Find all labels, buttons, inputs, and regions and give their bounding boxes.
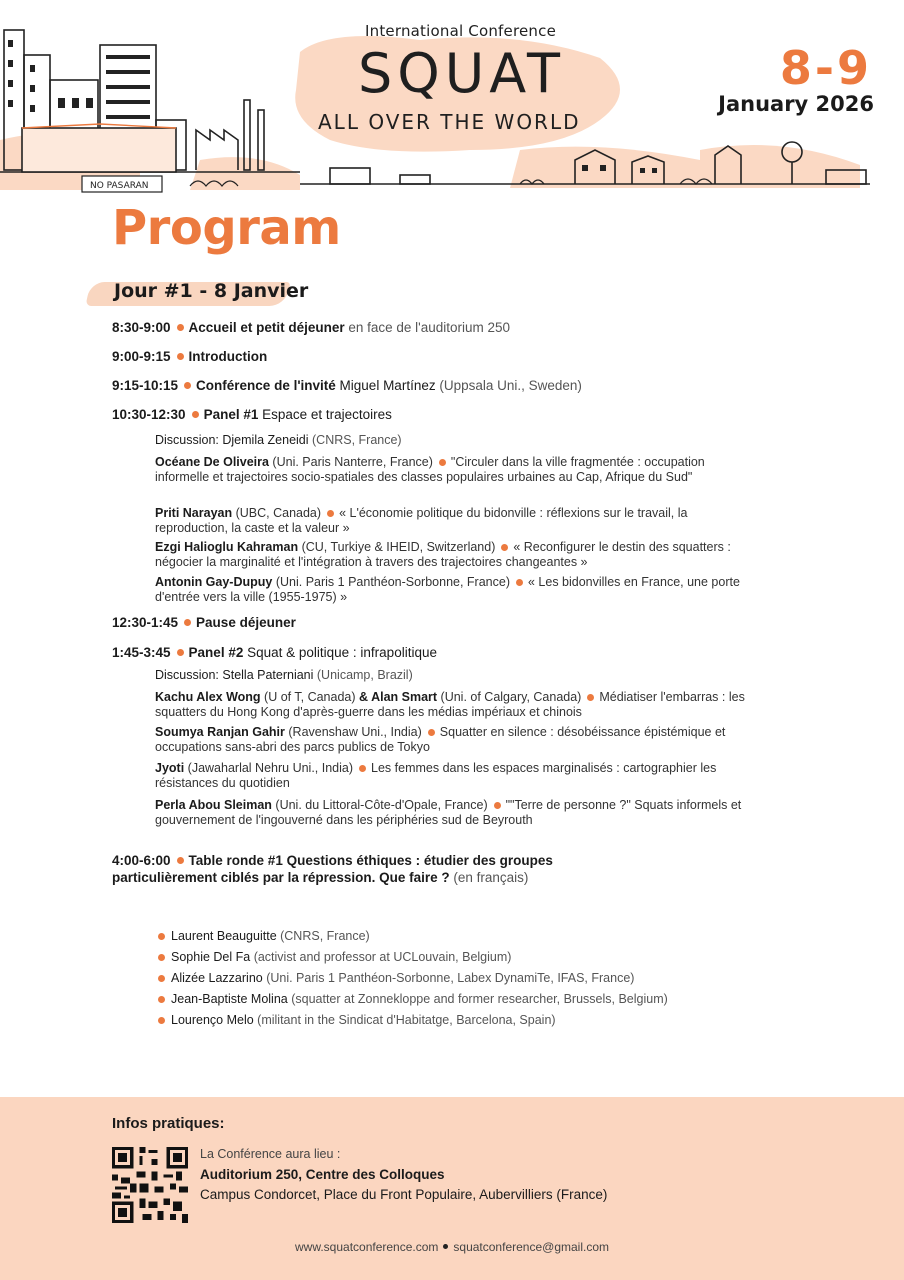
speaker-affiliation: (Uppsala Uni., Sweden) <box>439 378 582 393</box>
speaker-name: Perla Abou Sleiman <box>155 798 272 812</box>
program-title: Program <box>112 200 341 256</box>
conference-dates: 8-9 <box>779 41 872 95</box>
discussant-affiliation: (Unicamp, Brazil) <box>313 668 413 682</box>
talk-item <box>155 798 755 827</box>
talk-item <box>155 506 755 535</box>
row-title: Introduction <box>188 349 268 364</box>
conference-kicker: International Conference <box>365 22 557 40</box>
bullet-dot-icon <box>184 382 191 389</box>
talk-title: « Les bidonvilles en France, une porte d'entrée vers la ville (1955-1975) » <box>155 575 740 604</box>
speaker-affiliation: (Uni. of Calgary, Canada) <box>437 690 582 704</box>
speaker-name: Ezgi Halioglu Kahraman <box>155 540 299 554</box>
participant-affiliation: (Uni. Paris 1 Panthéon-Sorbonne, Labex DynamiTe, IFAS, France) <box>262 971 635 985</box>
row-language: (en français) <box>449 870 529 885</box>
day-heading <box>88 278 328 308</box>
list-item <box>158 1012 668 1033</box>
row-title: Pause déjeuner <box>196 615 296 630</box>
program-row <box>112 615 296 631</box>
talk-item <box>155 575 755 604</box>
venue-intro: La Conférence aura lieu : <box>200 1147 341 1161</box>
bullet-dot-icon <box>494 802 501 809</box>
program-row <box>112 349 267 365</box>
row-time: 1:45-3:45 <box>112 645 171 660</box>
talk-title: ""Terre de personne ?" Squats informels et gouvernement de l'ingouverné dans les périphéries sud de Beyrouth <box>155 798 742 827</box>
speaker-name: Miguel Martínez <box>335 378 440 393</box>
footer-title: Infos pratiques: <box>112 1115 225 1132</box>
talk-item <box>155 455 755 484</box>
row-detail: particulièrement ciblés par la répression. Que faire ? <box>112 870 450 885</box>
row-title: Table ronde #1 <box>188 853 283 868</box>
speaker-name: Antonin Gay-Dupuy <box>155 575 273 589</box>
talk-title: « Reconfigurer le destin des squatters : négocier la marginalité et l'intégration à travers des trajectoires changeantes » <box>155 540 731 569</box>
speaker-affiliation: (Jawaharlal Nehru Uni., India) <box>184 761 354 775</box>
speaker-name: Alan Smart <box>371 690 438 704</box>
participant-name: Lourenço Melo <box>171 1013 254 1027</box>
speaker-name: Kachu Alex Wong <box>155 690 261 704</box>
bullet-dot-icon <box>359 765 366 772</box>
bullet-dot-icon <box>158 933 165 940</box>
row-title: Panel #1 <box>203 407 259 422</box>
participant-name: Alizée Lazzarino <box>171 971 263 985</box>
bullet-dot-icon <box>177 353 184 360</box>
speaker-affiliation: (U of T, Canada) <box>260 690 360 704</box>
participants-list <box>158 928 668 1033</box>
talk-title: Médiatiser l'embarras : les squatters du Hong Kong d'après-guerre dans les médias impériaux et chinois <box>155 690 745 719</box>
row-time: 9:15-10:15 <box>112 378 179 393</box>
row-detail: Squat & politique : infrapolitique <box>243 645 437 660</box>
speaker-affiliation: (Ravenshaw Uni., India) <box>284 725 422 739</box>
participant-name: Jean-Baptiste Molina <box>171 992 288 1006</box>
row-time: 9:00-9:15 <box>112 349 171 364</box>
venue-address: Campus Condorcet, Place du Front Populaire, Aubervilliers (France) <box>200 1187 608 1202</box>
conference-title: SQUAT <box>358 42 566 105</box>
discussant-label: Discussion: Djemila Zeneidi <box>155 433 309 447</box>
row-detail: en face de l'auditorium 250 <box>344 320 511 335</box>
list-item <box>158 991 668 1012</box>
program-row <box>112 320 510 336</box>
talk-title: "Circuler dans la ville fragmentée : occupation informelle et trajectoires socio-spatiales des classes populaires urbaines au Cap, Afrique du Sud" <box>155 455 705 484</box>
speaker-name: Soumya Ranjan Gahir <box>155 725 285 739</box>
venue-name: Auditorium 250, Centre des Colloques <box>200 1167 445 1182</box>
practical-info-footer <box>0 1097 904 1280</box>
participant-name: Sophie Del Fa <box>171 950 251 964</box>
program-row <box>112 407 392 423</box>
speaker-affiliation: (Uni. du Littoral-Côte-d'Opale, France) <box>271 798 488 812</box>
discussant-affiliation: (CNRS, France) <box>308 433 402 447</box>
conference-month-year: January 2026 <box>718 92 874 116</box>
talk-title: Les femmes dans les espaces marginalisés : cartographier les résistances du quotidien <box>155 761 717 790</box>
participant-affiliation: (CNRS, France) <box>276 929 370 943</box>
list-item <box>158 928 668 949</box>
talk-item <box>155 690 755 719</box>
speaker-name: Jyoti <box>155 761 185 775</box>
program-row <box>112 853 553 869</box>
talk-title: Squatter en silence : désobéissance épistémique et occupations sans-abri des parcs publics de Tokyo <box>155 725 726 754</box>
bullet-dot-icon <box>158 1017 165 1024</box>
list-item <box>158 949 668 970</box>
talk-item <box>155 540 755 569</box>
participant-name: Laurent Beauguitte <box>171 929 277 943</box>
bullet-dot-icon <box>439 459 446 466</box>
day-label: Jour #1 - 8 Janvier <box>114 280 309 302</box>
conference-subtitle: ALL OVER THE WORLD <box>318 110 581 134</box>
panel-discussant <box>155 668 413 683</box>
email-link[interactable]: squatconference@gmail.com <box>453 1240 609 1254</box>
bullet-dot-icon <box>158 954 165 961</box>
list-item <box>158 970 668 991</box>
row-title: Conférence de l'invité <box>196 378 336 393</box>
talk-title: « L'économie politique du bidonville : réflexions sur le travail, la reproduction, la caste et la valeur » <box>155 506 688 535</box>
banner-text: NO PASARAN <box>90 181 149 191</box>
row-detail: Espace et trajectoires <box>258 407 392 422</box>
speaker-affiliation: (UBC, Canada) <box>232 506 322 520</box>
speaker-name: Océane De Oliveira <box>155 455 269 469</box>
bullet-dot-icon <box>327 510 334 517</box>
row-time: 8:30-9:00 <box>112 320 171 335</box>
qr-code-icon[interactable] <box>112 1147 188 1223</box>
bullet-dot-icon <box>158 975 165 982</box>
speaker-affiliation: (Uni. Paris Nanterre, France) <box>268 455 433 469</box>
talk-item <box>155 725 755 754</box>
separator-dot-icon <box>443 1244 448 1249</box>
program-row <box>112 645 437 661</box>
bullet-dot-icon <box>177 857 184 864</box>
bullet-dot-icon <box>184 619 191 626</box>
row-time: 12:30-1:45 <box>112 615 179 630</box>
bullet-dot-icon <box>428 729 435 736</box>
roundtable-title-line2 <box>112 870 528 886</box>
bullet-dot-icon <box>177 324 184 331</box>
row-detail: Questions éthiques : étudier des groupes <box>282 853 553 868</box>
participant-affiliation: (activist and professor at UCLouvain, Belgium) <box>250 950 512 964</box>
speaker-affiliation: (CU, Turkiye & IHEID, Switzerland) <box>298 540 496 554</box>
speaker-affiliation: (Uni. Paris 1 Panthéon-Sorbonne, France) <box>272 575 510 589</box>
row-time: 4:00-6:00 <box>112 853 171 868</box>
participant-affiliation: (squatter at Zonnekloppe and former researcher, Brussels, Belgium) <box>287 992 668 1006</box>
discussant-label: Discussion: Stella Paterniani <box>155 668 314 682</box>
bullet-dot-icon <box>158 996 165 1003</box>
bullet-dot-icon <box>587 694 594 701</box>
bullet-dot-icon <box>501 544 508 551</box>
contact-line <box>0 1240 904 1254</box>
bullet-dot-icon <box>516 579 523 586</box>
participant-affiliation: (militant in the Sindicat d'Habitatge, Barcelona, Spain) <box>253 1013 556 1027</box>
speaker-name: Priti Narayan <box>155 506 233 520</box>
panel-discussant <box>155 433 402 448</box>
bullet-dot-icon <box>192 411 199 418</box>
speaker-joiner: & <box>359 690 372 704</box>
website-link[interactable]: www.squatconference.com <box>295 1240 439 1254</box>
row-title: Accueil et petit déjeuner <box>188 320 345 335</box>
bullet-dot-icon <box>177 649 184 656</box>
row-title: Panel #2 <box>188 645 244 660</box>
row-time: 10:30-12:30 <box>112 407 186 422</box>
talk-item <box>155 761 755 790</box>
program-row <box>112 378 582 394</box>
